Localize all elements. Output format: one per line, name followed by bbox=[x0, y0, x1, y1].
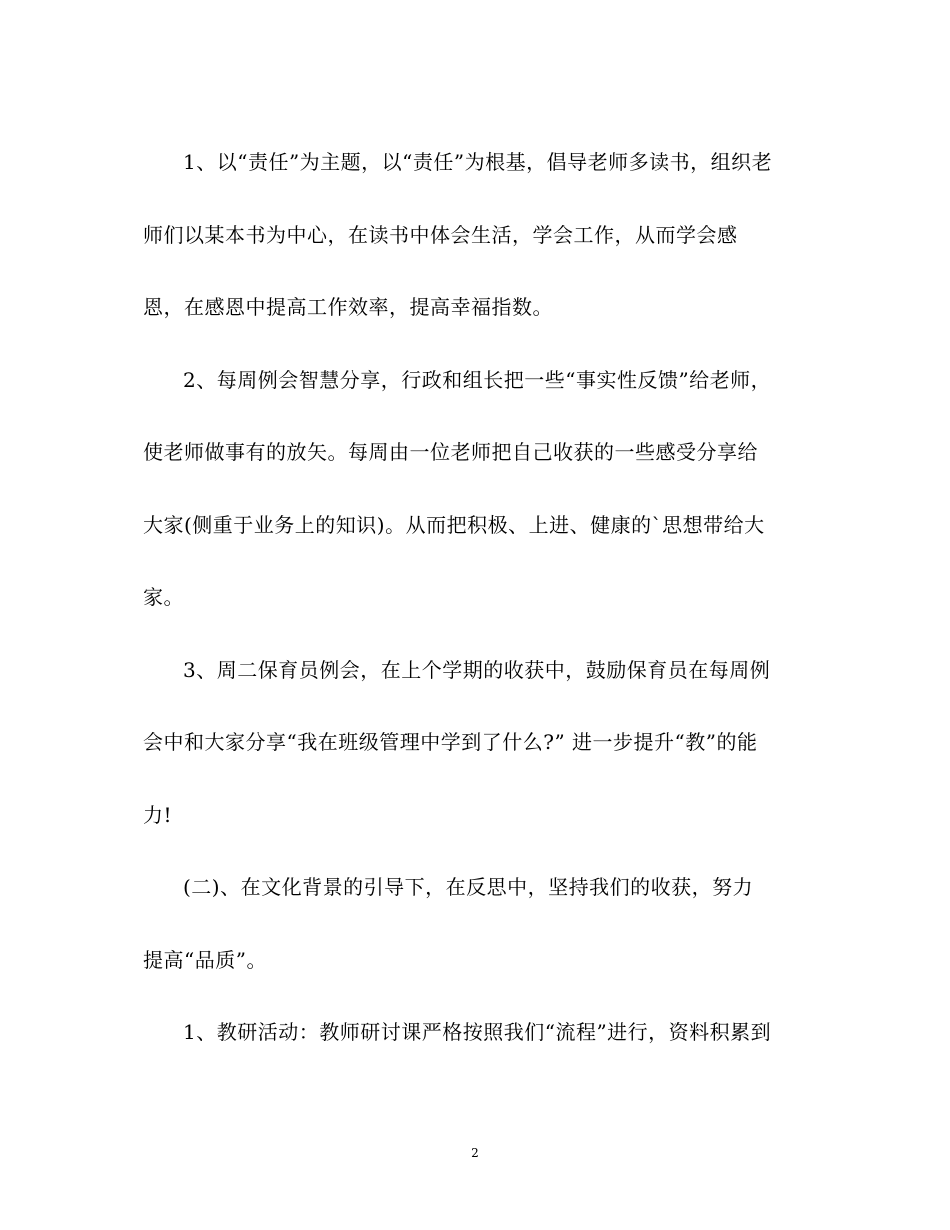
text-line: 使老师做事有的放矢。每周由一位老师把自己收获的一些感受分享给 bbox=[143, 440, 758, 464]
text-line: 3、周二保育员例会，在上个学期的收获中，鼓励保育员在每周例 bbox=[183, 657, 771, 682]
text-line: 1、教研活动：教师研讨课严格按照我们“流程”进行，资料积累到 bbox=[183, 1020, 772, 1044]
text-line: 力! bbox=[143, 802, 173, 827]
text-line: 会中和大家分享“我在班级管理中学到了什么?” 进一步提升“教”的能 bbox=[143, 730, 758, 754]
text-line: 师们以某本书为中心，在读书中体会生活，学会工作，从而学会感 bbox=[143, 222, 738, 247]
text-line: 1、以“责任”为主题，以“责任”为根基，倡导老师多读书，组织老 bbox=[183, 150, 773, 174]
text-line: 家。 bbox=[143, 585, 184, 609]
page-number: 2 bbox=[471, 1146, 479, 1160]
text-line: 恩，在感恩中提高工作效率，提高幸福指数。 bbox=[143, 295, 553, 319]
text-line: 大家(侧重于业务上的知识)。从而把积极、上进、健康的`思想带给大 bbox=[143, 512, 765, 537]
document-body bbox=[143, 138, 808, 1081]
text-line: (二)、在文化背景的引导下，在反思中，坚持我们的收获，努力 bbox=[183, 875, 754, 899]
text-line: 2、每周例会智慧分享，行政和组长把一些“事实性反馈”给老师， bbox=[183, 367, 772, 392]
text-line: 提高“品质”。 bbox=[143, 947, 267, 972]
